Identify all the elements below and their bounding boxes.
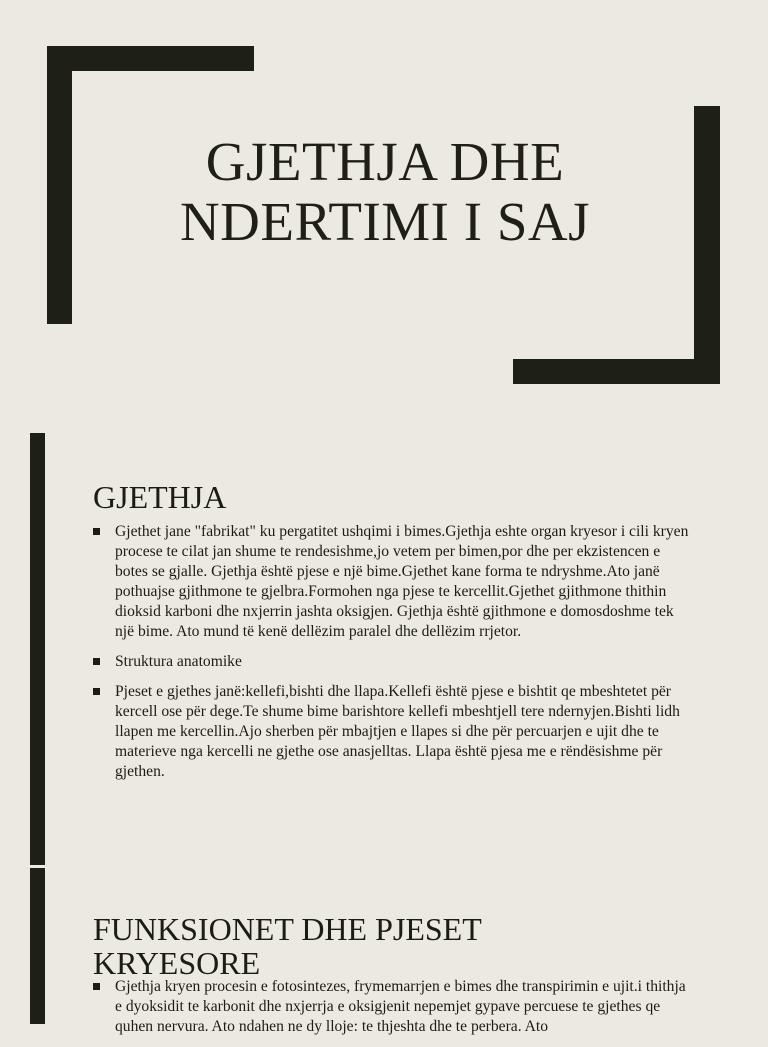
frame-bracket-bottom-right-horizontal (513, 359, 720, 384)
bullet-text: Gjethja kryen procesin e fotosintezes, frymemarrjen e bimes dhe transpirimin e ujit.i thithja e dyoksidit te karbonit dhe nxjerrja e oksigjenit nepemjet gypave percuese te gjethes qe quhen nervura. Ato ndahen ne dy lloje: te thjeshta dhe te perbera. Ato (115, 978, 686, 1035)
bullet-text: Gjethet jane "fabrikat" ku pergatitet ushqimi i bimes.Gjethja eshte organ kryesor i cili kryen procese te cilat jan shume te rendesishme,jo vetem per bimen,por dhe per ekzistencen e botes se gjalle. Gjethja është pjese e një bime.Gjethet kane forma te ndryshme.Ato janë pothuajse gjithmone te gjelbra.Formohen nga pjese te kercellit.Gjethet gjithmone thithin dioksid karboni dhe nxjerrin jashta oksigjen. Gjethja është gjithmone e domosdoshme tek një bime. Ato mund të kenë dellëzim paralel dhe dellëzim rrjetor. (115, 523, 689, 640)
list-item (93, 682, 693, 782)
slide-title (130, 132, 640, 252)
funksionet-bullet-list (93, 977, 693, 1047)
section-heading-funksionet (93, 912, 482, 980)
section-heading-gjethja: GJETHJA (93, 479, 227, 515)
slide-title-line-1: GJETHJA DHE (205, 131, 565, 192)
bullet-square-icon (93, 983, 100, 990)
bullet-square-icon (93, 658, 100, 665)
heading-line-2: KRYESORE (93, 945, 261, 981)
list-item (93, 522, 693, 642)
list-item (93, 977, 693, 1037)
frame-bracket-top-left-vertical (47, 46, 72, 324)
frame-bracket-top-left-horizontal (47, 46, 254, 71)
list-item (93, 652, 693, 672)
bullet-square-icon (93, 688, 100, 695)
slide-title-line-2: NDERTIMI I SAJ (179, 191, 591, 252)
heading-line-1: FUNKSIONET DHE PJESET (93, 911, 482, 947)
bullet-square-icon (93, 528, 100, 535)
bullet-text: Struktura anatomike (115, 653, 242, 670)
slide2-accent-bar (30, 433, 45, 865)
gjethja-bullet-list (93, 522, 693, 792)
slide3-accent-bar (30, 868, 45, 1024)
frame-bracket-bottom-right-vertical (694, 106, 720, 384)
bullet-text: Pjeset e gjethes janë:kellefi,bishti dhe llapa.Kellefi është pjese e bishtit qe mbeshtetet për kercell ose për dege.Te shume bime barishtore kellefi mbeshtjell tere ndernyjen.Bishti lidh llapen me kercellin.Ajo sherben për mbajtjen e llapes si dhe për percuarjen e ujit dhe te materieve nga kercelli ne gjethe ose anasjelltas. Llapa është pjesa me e rëndësishme për gjethen. (115, 683, 680, 780)
